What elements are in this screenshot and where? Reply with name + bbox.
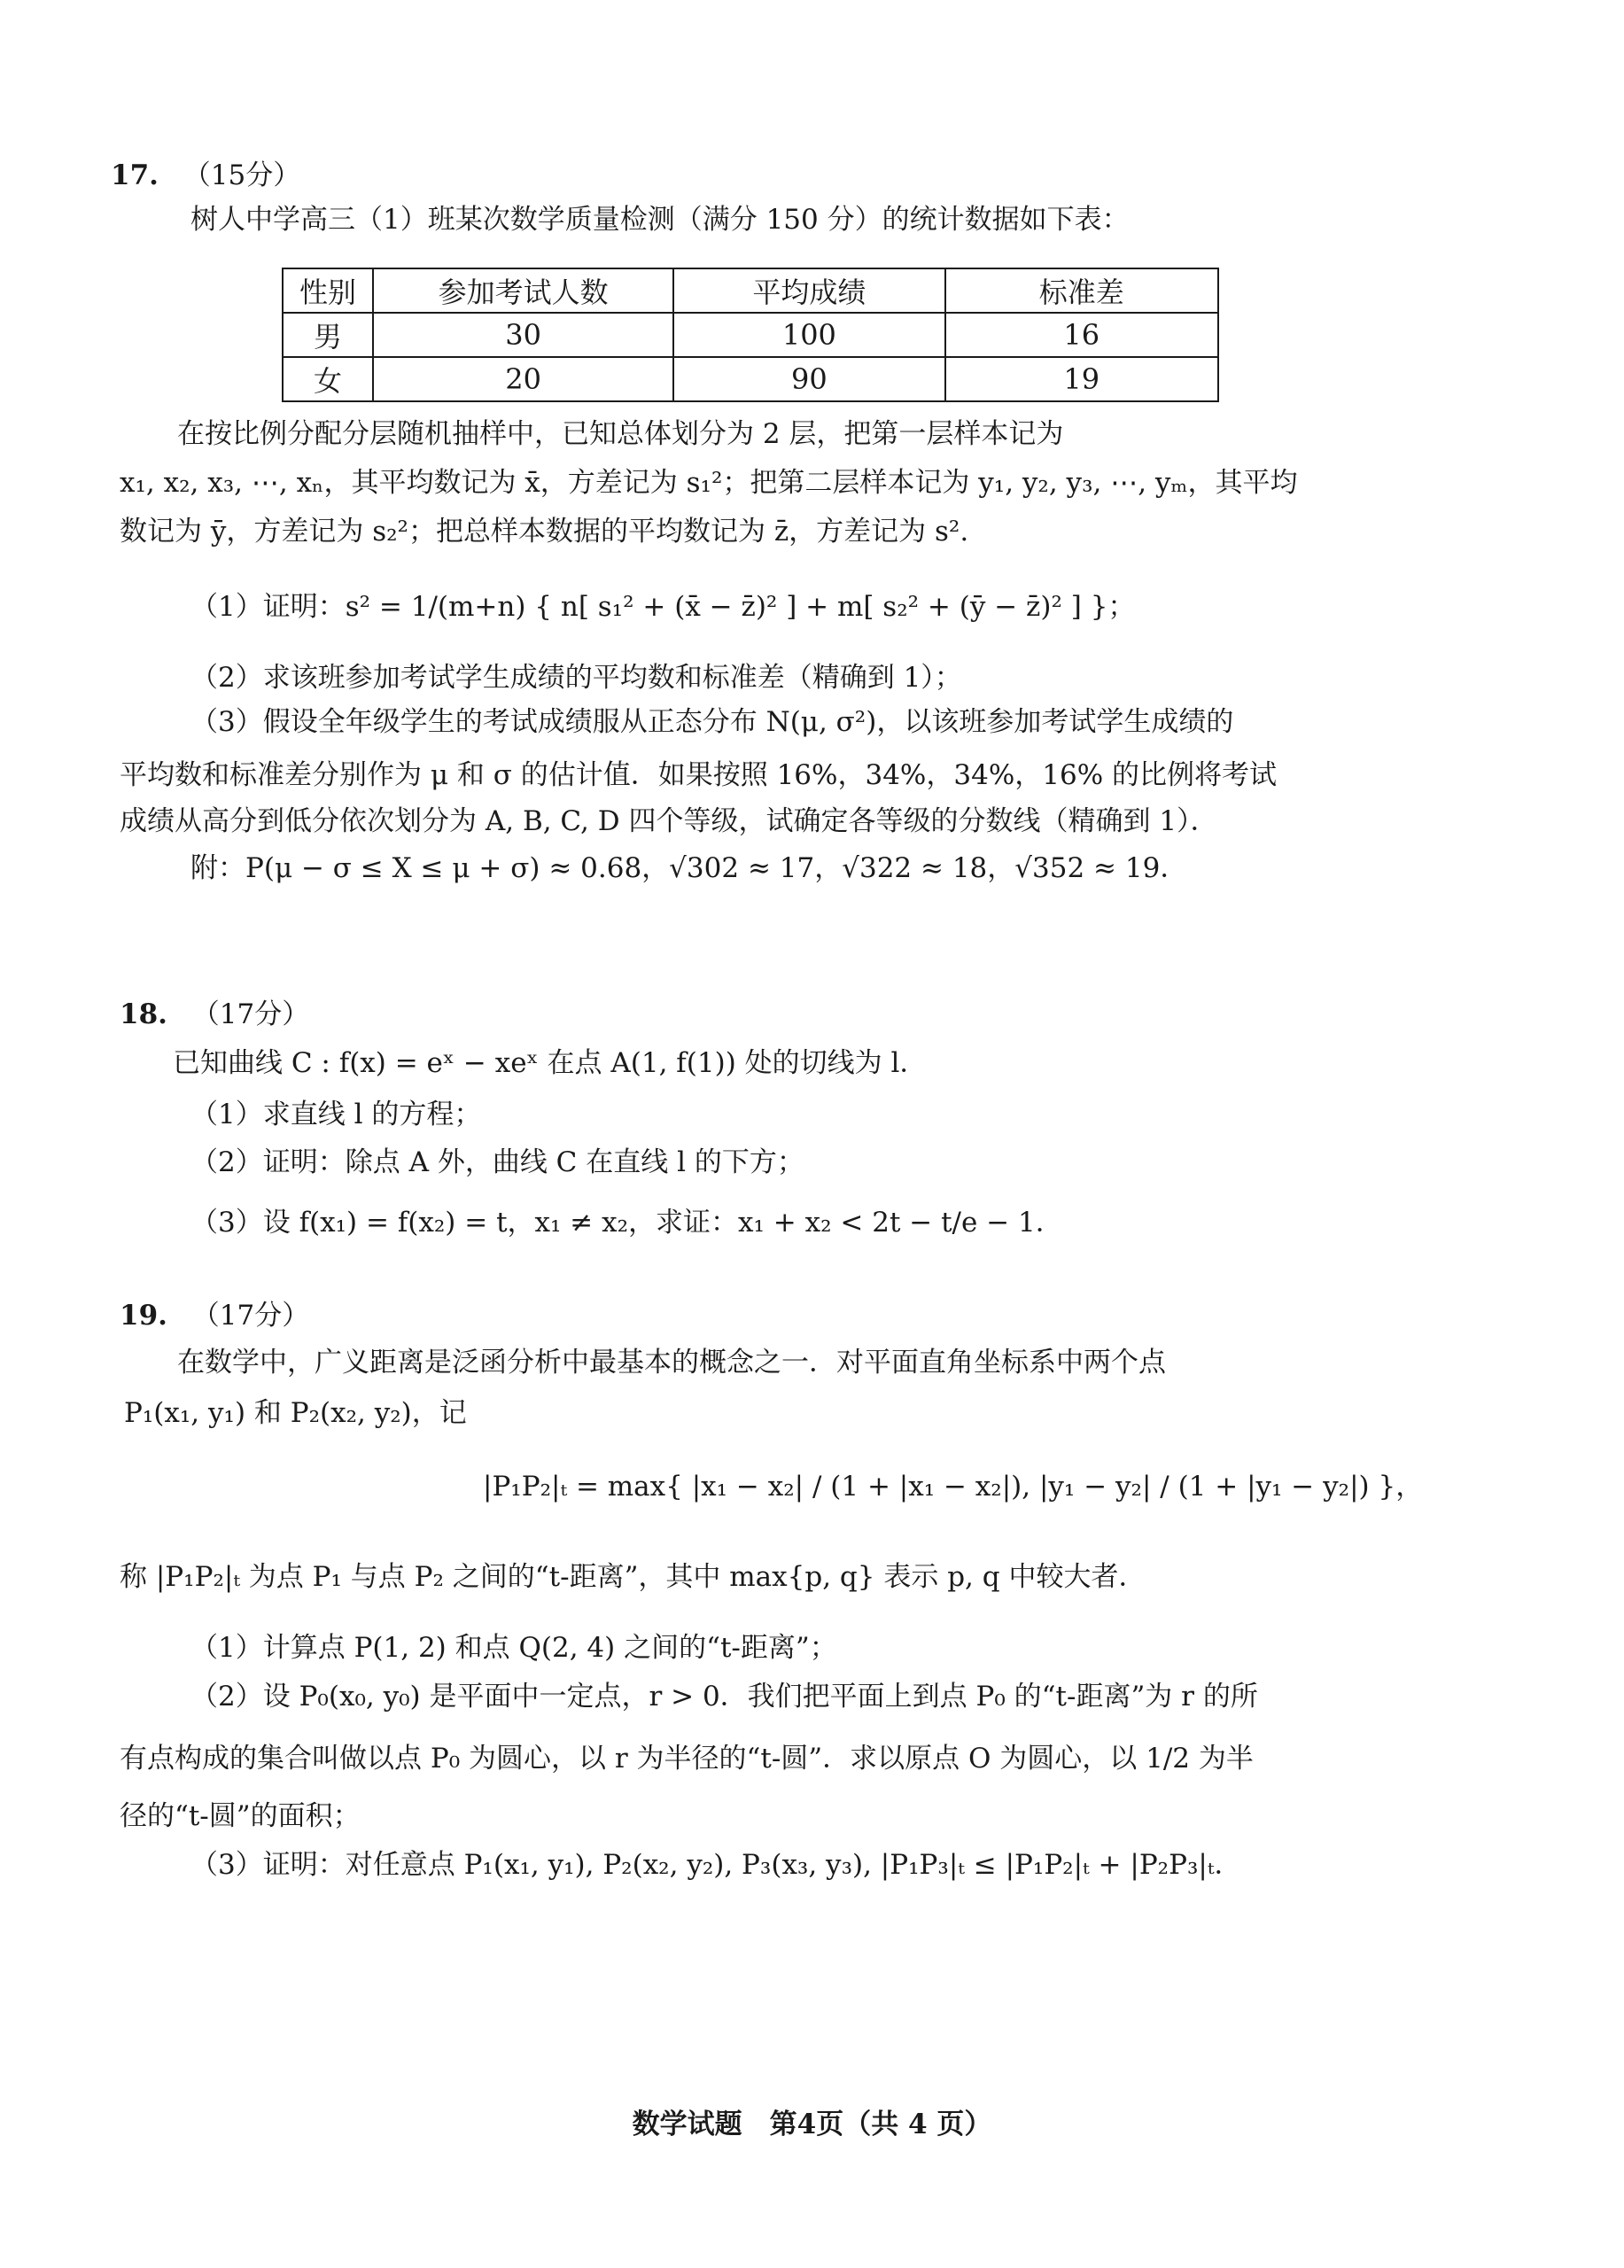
q18-sub2: （2）证明：除点 A 外，曲线 C 在直线 l 的下方； bbox=[190, 1146, 804, 1178]
q19-sub2b: 有点构成的集合叫做以点 P₀ 为圆心，以 r 为半径的“t-圆”．求以原点 O 为圆心，以 1/2 为半 bbox=[120, 1743, 1254, 1775]
table-row bbox=[283, 313, 1218, 357]
table-row bbox=[283, 357, 1218, 401]
table-header: 标准差 bbox=[945, 268, 1218, 313]
table-cell: 19 bbox=[945, 357, 1218, 401]
q18-score: （17分） bbox=[191, 998, 310, 1030]
q17-para1: 在按比例分配分层随机抽样中，已知总体划分为 2 层，把第一层样本记为 bbox=[177, 418, 1064, 450]
q19-sub2c: 径的“t-圆”的面积； bbox=[120, 1800, 361, 1832]
table-cell: 20 bbox=[373, 357, 673, 401]
q18-intro: 已知曲线 C : f(x) = eˣ − xeˣ 在点 A(1, f(1)) 处的切线为 l． bbox=[173, 1047, 928, 1079]
table-header-row bbox=[283, 268, 1218, 313]
q17-sub2: （2）求该班参加考试学生成绩的平均数和标准差（精确到 1）； bbox=[190, 662, 962, 694]
q19-sub1: （1）计算点 P(1, 2) 和点 Q(2, 4) 之间的“t-距离”； bbox=[190, 1632, 837, 1664]
table-header: 性别 bbox=[283, 268, 373, 313]
q17-appendix: 附：P(μ − σ ≤ X ≤ μ + σ) ≈ 0.68，√302 ≈ 17，√322 ≈ 18，√352 ≈ 19． bbox=[190, 852, 1188, 884]
table-cell: 90 bbox=[673, 357, 944, 401]
q19-formula: |P₁P₂|ₜ = max{ |x₁ − x₂| / (1 + |x₁ − x₂|), |y₁ − y₂| / (1 + |y₁ − y₂|) }， bbox=[483, 1471, 1424, 1503]
q18-number: 18. bbox=[120, 998, 167, 1030]
q17-sub1: （1）证明：s² = 1/(m+n) { n[ s₁² + (x̄ − z̄)² ] + m[ s₂² + (ȳ − z̄)² ] }； bbox=[190, 591, 1136, 623]
q17-sub3b: 平均数和标准差分别作为 μ 和 σ 的估计值．如果按照 16%，34%，34%，16% 的比例将考试 bbox=[120, 759, 1278, 791]
q19-definition: 称 |P₁P₂|ₜ 为点 P₁ 与点 P₂ 之间的“t-距离”，其中 max{p, q} 表示 p, q 中较大者． bbox=[120, 1561, 1146, 1593]
q18-sub1: （1）求直线 l 的方程； bbox=[190, 1099, 482, 1130]
q19-intro2: P₁(x₁, y₁) 和 P₂(x₂, y₂)，记 bbox=[124, 1397, 467, 1429]
table-cell: 100 bbox=[673, 313, 944, 357]
q17-para2: x₁, x₂, x₃, ⋯, xₙ，其平均数记为 x̄，方差记为 s₁²；把第二层样本记为 y₁, y₂, y₃, ⋯, yₘ，其平均 bbox=[120, 467, 1298, 499]
page-footer: 数学试题 第4页（共 4 页） bbox=[632, 2109, 992, 2140]
table-cell: 女 bbox=[283, 357, 373, 401]
q19-score: （17分） bbox=[191, 1300, 310, 1332]
q19-intro1: 在数学中，广义距离是泛函分析中最基本的概念之一．对平面直角坐标系中两个点 bbox=[177, 1347, 1166, 1379]
table-cell: 16 bbox=[945, 313, 1218, 357]
q18-header bbox=[120, 997, 309, 1032]
q17-intro: 树人中学高三（1）班某次数学质量检测（满分 150 分）的统计数据如下表： bbox=[190, 204, 1130, 236]
q19-number: 19. bbox=[120, 1300, 167, 1332]
table-header: 参加考试人数 bbox=[373, 268, 673, 313]
q18-sub3: （3）设 f(x₁) = f(x₂) = t，x₁ ≠ x₂，求证：x₁ + x₂ < 2t − t/e − 1． bbox=[190, 1207, 1063, 1239]
q19-sub3: （3）证明：对任意点 P₁(x₁, y₁), P₂(x₂, y₂), P₃(x₃, y₃), |P₁P₃|ₜ ≤ |P₁P₂|ₜ + |P₂P₃|ₜ． bbox=[190, 1849, 1242, 1881]
table-cell: 30 bbox=[373, 313, 673, 357]
q17-sub3a: （3）假设全年级学生的考试成绩服从正态分布 N(μ, σ²)，以该班参加考试学生成绩的 bbox=[190, 706, 1234, 738]
q17-score: （15分） bbox=[183, 159, 301, 191]
stats-table bbox=[282, 268, 1219, 402]
q17-header bbox=[111, 158, 300, 193]
q17-para3: 数记为 ȳ，方差记为 s₂²；把总样本数据的平均数记为 z̄，方差记为 s². bbox=[120, 516, 969, 548]
table-cell: 男 bbox=[283, 313, 373, 357]
q17-sub3c: 成绩从高分到低分依次划分为 A, B, C, D 四个等级，试确定各等级的分数线（精确到 1）． bbox=[120, 805, 1218, 837]
table-header: 平均成绩 bbox=[673, 268, 944, 313]
q17-number: 17. bbox=[111, 159, 159, 191]
q19-header bbox=[120, 1298, 309, 1333]
q19-sub2a: （2）设 P₀(x₀, y₀) 是平面中一定点，r > 0．我们把平面上到点 P₀ 的“t-距离”为 r 的所 bbox=[190, 1681, 1258, 1713]
